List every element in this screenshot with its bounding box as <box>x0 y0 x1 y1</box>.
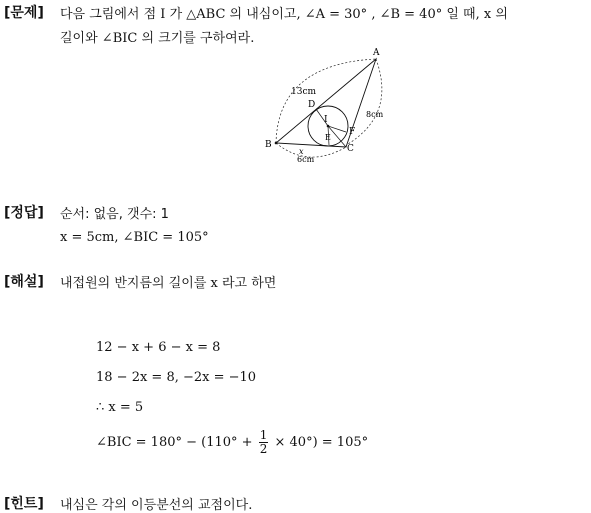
label-b: B <box>265 140 272 150</box>
length-ab: 13cm <box>291 87 317 97</box>
label-c: C <box>347 144 354 154</box>
fraction-denominator: 2 <box>259 442 268 456</box>
triangle-figure <box>258 44 398 164</box>
hint-tag: [힌트] <box>4 496 44 512</box>
label-x: x <box>299 147 304 156</box>
label-d: D <box>308 100 316 110</box>
length-bc: 6cm <box>297 155 315 164</box>
answer-tag: [정답] <box>4 205 44 221</box>
explanation-intro: 내접원의 반지름의 길이를 x 라고 하면 <box>60 276 277 291</box>
label-a: A <box>373 48 380 58</box>
problem-line-1: 다음 그림에서 점 I 가 △ABC 의 내심이고, ∠A = 30° , ∠B = 40° 일 때, x 의 <box>60 7 508 22</box>
equation-4-prefix: ∠BIC = 180° − (110° + <box>96 435 253 450</box>
equation-4-suffix: × 40°) = 105° <box>274 435 369 450</box>
hint-text: 내심은 각의 이등분선의 교점이다. <box>60 498 253 513</box>
length-ac: 8cm <box>366 110 384 119</box>
fraction-numerator: 1 <box>259 428 268 442</box>
problem-line-2: 길이와 ∠BIC 의 크기를 구하여라. <box>60 31 255 46</box>
explanation-tag: [해설] <box>4 274 44 290</box>
equation-3: ∴ x = 5 <box>96 400 144 415</box>
answer-line-2: x = 5cm, ∠BIC = 105° <box>60 230 209 245</box>
incenter-dot <box>327 125 330 128</box>
label-e: E <box>325 133 331 142</box>
equation-1: 12 − x + 6 − x = 8 <box>96 340 221 355</box>
answer-line-1: 순서: 없음, 갯수: 1 <box>60 207 169 222</box>
label-i: I <box>324 115 328 125</box>
equation-4 <box>96 426 368 460</box>
half-fraction <box>259 429 269 456</box>
problem-tag: [문제] <box>4 5 44 21</box>
equation-2: 18 − 2x = 8, −2x = −10 <box>96 370 257 385</box>
vertex-b-dot <box>275 142 278 145</box>
label-f: F <box>349 127 356 137</box>
